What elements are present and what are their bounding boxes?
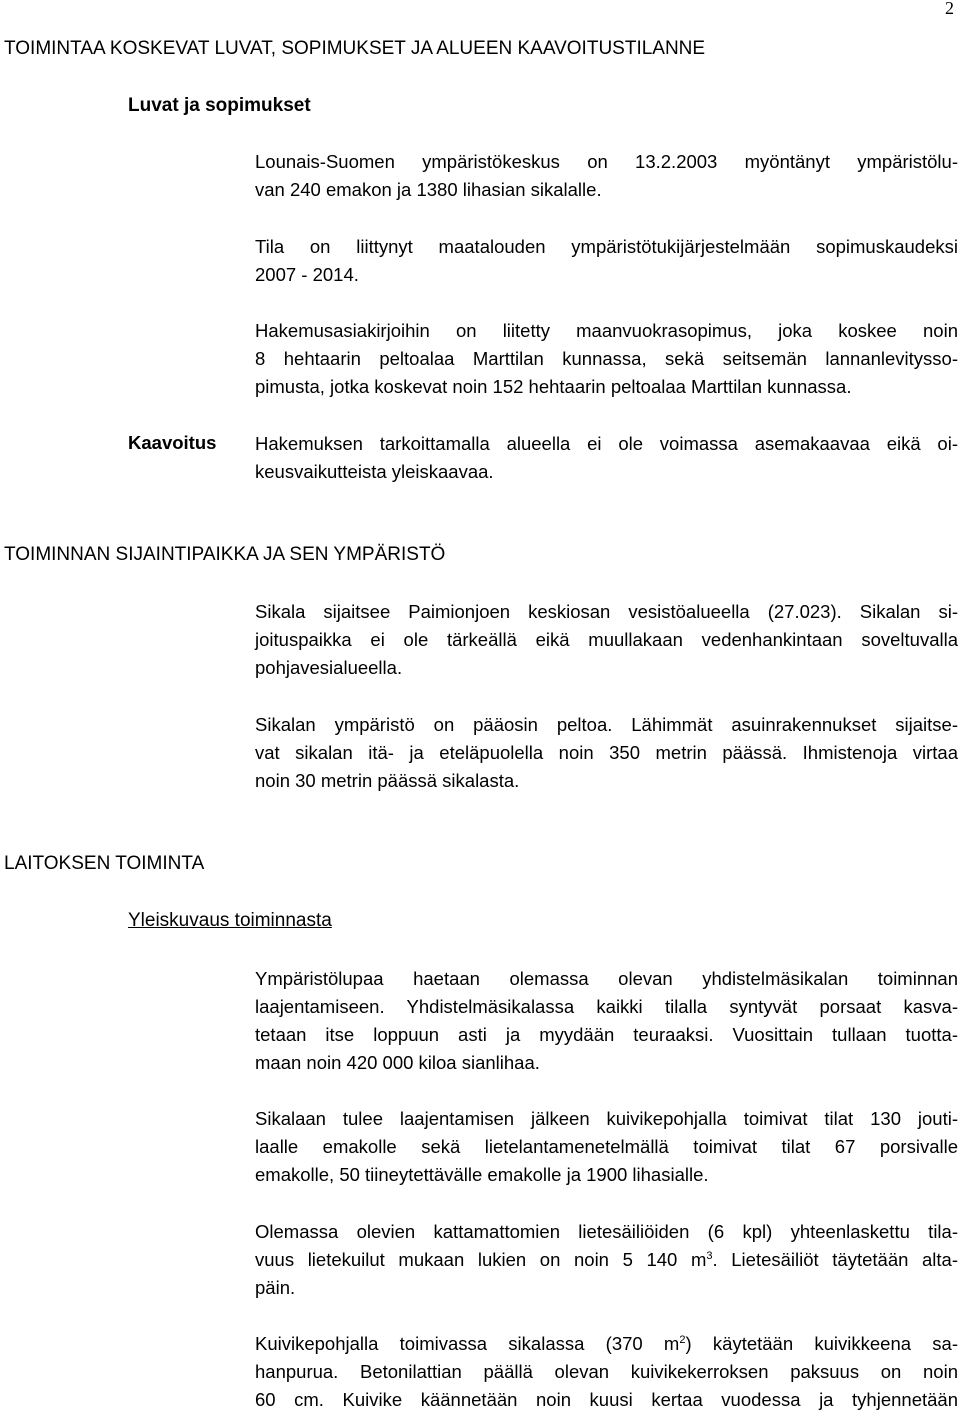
section-heading-permits: TOIMINTAA KOSKEVAT LUVAT, SOPIMUKSET JA ALUEEN KAAVOITUSTILANNE — [4, 38, 706, 59]
subheading-overview-text: Yleiskuvaus toiminnasta — [128, 910, 332, 931]
text-line: Sikalan ympäristö on pääosin peltoa. Lähimmät asuinrakennukset sijaitse- — [255, 714, 958, 735]
text-line: noin 30 metrin päässä sikalasta. — [255, 770, 520, 791]
text-line: laalle emakolle sekä lietelantamenetelmällä toimivat tilat 67 porsivalle — [255, 1136, 958, 1157]
text-line: Olemassa olevien kattamattomien lietesäiliöiden (6 kpl) yhteenlaskettu tila- — [255, 1221, 958, 1242]
text-line: 2007 - 2014. — [255, 264, 359, 285]
text-line: Ympäristölupaa haetaan olemassa olevan yhdistelmäsikalan toiminnan — [255, 968, 958, 989]
text-line: van 240 emakon ja 1380 lihasian sikalalle. — [255, 179, 602, 200]
page-number: 2 — [945, 0, 954, 18]
superscript: 2 — [679, 1333, 686, 1346]
text-line: emakolle, 50 tiineytettävälle emakolle ja 1900 lihasialle. — [255, 1164, 709, 1185]
text-line — [255, 1246, 958, 1274]
text-line: vat sikalan itä- ja eteläpuolella noin 350 metrin päässä. Ihmistenoja virtaa — [255, 742, 958, 763]
paragraph-support-scheme — [255, 233, 958, 289]
text-line: pohjavesialueella. — [255, 657, 403, 678]
text-line: 60 cm. Kuivike käännetään noin kuusi kertaa vuodessa ja tyhjennetään — [255, 1389, 958, 1410]
text-line: Hakemusasiakirjoihin on liitetty maanvuokrasopimus, joka koskee noin — [255, 320, 958, 341]
paragraph-overview — [255, 965, 958, 1077]
text-line: päin. — [255, 1277, 296, 1298]
text-fragment: . Lietesäiliöt täytetään alta- — [712, 1249, 958, 1270]
text-line: keusvaikutteista yleiskaavaa. — [255, 461, 494, 482]
paragraph-permit — [255, 148, 958, 204]
section-heading-operations: LAITOKSEN TOIMINTA — [4, 853, 205, 874]
paragraph-capacity — [255, 1105, 958, 1189]
paragraph-bedding — [255, 1330, 958, 1414]
section-heading-location: TOIMINNAN SIJAINTIPAIKKA JA SEN YMPÄRISTÖ — [4, 544, 446, 565]
paragraph-catchment — [255, 598, 958, 682]
subheading-permits-agreements: Luvat ja sopimukset — [128, 95, 311, 116]
text-line: Lounais-Suomen ympäristökeskus on 13.2.2003 myöntänyt ympäristölu- — [255, 151, 958, 172]
text-fragment: ) käytetään kuivikkeena sa- — [685, 1333, 959, 1354]
paragraph-surroundings — [255, 711, 958, 795]
text-line — [255, 1330, 958, 1358]
text-line: maan noin 420 000 kiloa sianlihaa. — [255, 1052, 540, 1073]
text-line: pimusta, jotka koskevat noin 152 hehtaarin peltoalaa Marttilan kunnassa. — [255, 376, 852, 397]
text-line: Tila on liittynyt maatalouden ympäristötukijärjestelmään sopimuskaudeksi — [255, 236, 958, 257]
text-line: joituspaikka ei ole tärkeällä eikä muullakaan vedenhankintaan soveltuvalla — [255, 629, 958, 650]
text-line: Sikalaan tulee laajentamisen jälkeen kuivikepohjalla toimivat tilat 130 jouti- — [255, 1108, 958, 1129]
text-line: laajentamiseen. Yhdistelmäsikalassa kaikki tilalla syntyvät porsaat kasva- — [255, 996, 958, 1017]
label-kaavoitus: Kaavoitus — [128, 432, 217, 453]
text-line: tetaan itse loppuun asti ja myydään teuraaksi. Vuosittain tullaan tuotta- — [255, 1024, 958, 1045]
text-line: Hakemuksen tarkoittamalla alueella ei ole voimassa asemakaavaa eikä oi- — [255, 433, 958, 454]
paragraph-slurry-tanks — [255, 1218, 958, 1302]
text-line: 8 hehtaarin peltoalaa Marttilan kunnassa, sekä seitsemän lannanlevitysso- — [255, 348, 958, 369]
text-line: Sikala sijaitsee Paimionjoen keskiosan vesistöalueella (27.023). Sikalan si- — [255, 601, 958, 622]
superscript: 3 — [706, 1249, 713, 1262]
text-fragment: vuus lietekuilut mukaan lukien on noin 5 140 m — [255, 1249, 707, 1270]
text-line: hanpurua. Betonilattian päällä olevan kuivikekerroksen paksuus on noin — [255, 1361, 958, 1382]
paragraph-lease-agreements — [255, 317, 958, 401]
paragraph-zoning — [255, 430, 958, 486]
text-fragment: Kuivikepohjalla toimivassa sikalassa (370 m — [255, 1333, 680, 1354]
subheading-overview — [128, 910, 332, 932]
